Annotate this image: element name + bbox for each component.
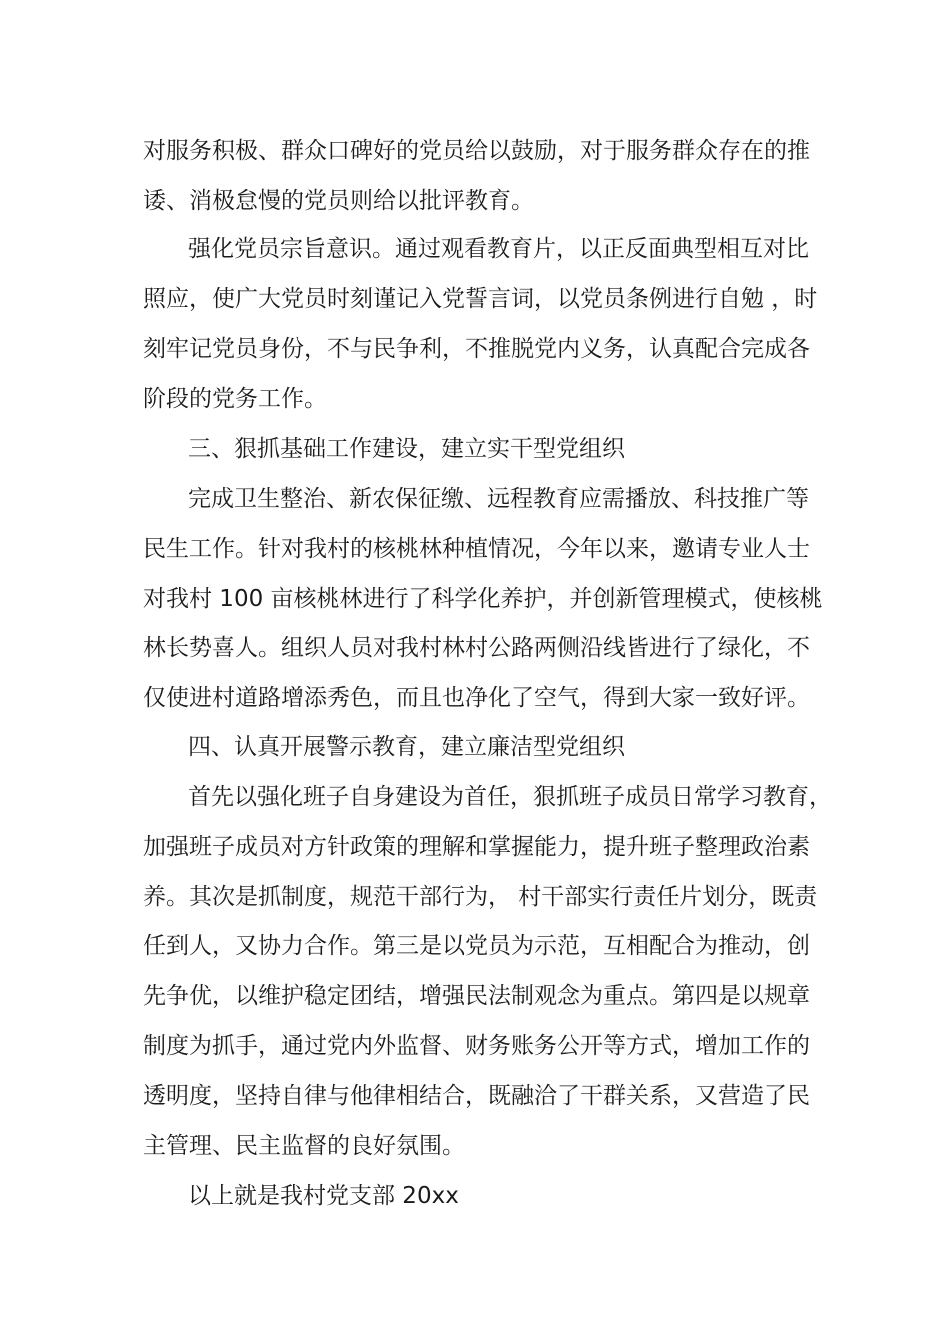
text-line: 刻牢记党员身份，不与民争利，不推脱党内义务，认真配合完成各 — [143, 336, 810, 362]
section-heading-4: 四、认真开展警示教育，建立廉洁型党组织 — [188, 734, 625, 760]
text-line: 阶段的党务工作。 — [143, 386, 327, 412]
text-line: 养。其次是抓制度，规范干部行为， 村干部实行责任片划分，既责 — [143, 884, 818, 910]
paragraph-start-line: 首先以强化班子自身建设为首任，狠抓班子成员日常学习教育， — [188, 784, 832, 810]
paragraph-start-line: 以上就是我村党支部 20xx — [188, 1183, 459, 1209]
text-line: 诿、消极怠慢的党员则给以批评教育。 — [143, 188, 534, 214]
text-line: 任到人，又协力合作。第三是以党员为示范，互相配合为推动，创 — [143, 933, 810, 959]
text-line: 主管理、民主监督的良好氛围。 — [143, 1133, 465, 1159]
text-line: 透明度，坚持自律与他律相结合，既融洽了干群关系，又营造了民 — [143, 1083, 810, 1109]
text-line: 先争优，以维护稳定团结，增强民法制观念为重点。第四是以规章 — [143, 983, 810, 1009]
text-line: 仅使进村道路增添秀色，而且也净化了空气，得到大家一致好评。 — [143, 685, 810, 711]
section-heading-3: 三、狠抓基础工作建设，建立实干型党组织 — [188, 436, 625, 462]
paragraph-start-line: 强化党员宗旨意识。通过观看教育片，以正反面典型相互对比 — [188, 236, 809, 262]
paragraph-start-line: 完成卫生整治、新农保征缴、远程教育应需播放、科技推广等 — [188, 486, 809, 512]
text-line: 民生工作。针对我村的核桃林种植情况，今年以来，邀请专业人士 — [143, 536, 810, 562]
text-line: 对服务积极、群众口碑好的党员给以鼓励，对于服务群众存在的推 — [143, 138, 810, 164]
text-line: 照应，使广大党员时刻谨记入党誓言词，以党员条例进行自勉 ，时 — [143, 286, 818, 312]
text-line: 制度为抓手，通过党内外监督、财务账务公开等方式，增加工作的 — [143, 1033, 810, 1059]
text-line: 林长势喜人。组织人员对我村林村公路两侧沿线皆进行了绿化，不 — [143, 635, 810, 661]
text-line: 加强班子成员对方针政策的理解和掌握能力，提升班子整理政治素 — [143, 834, 810, 860]
text-line: 对我村 100 亩核桃林进行了科学化养护，并创新管理模式，使核桃 — [143, 586, 823, 612]
